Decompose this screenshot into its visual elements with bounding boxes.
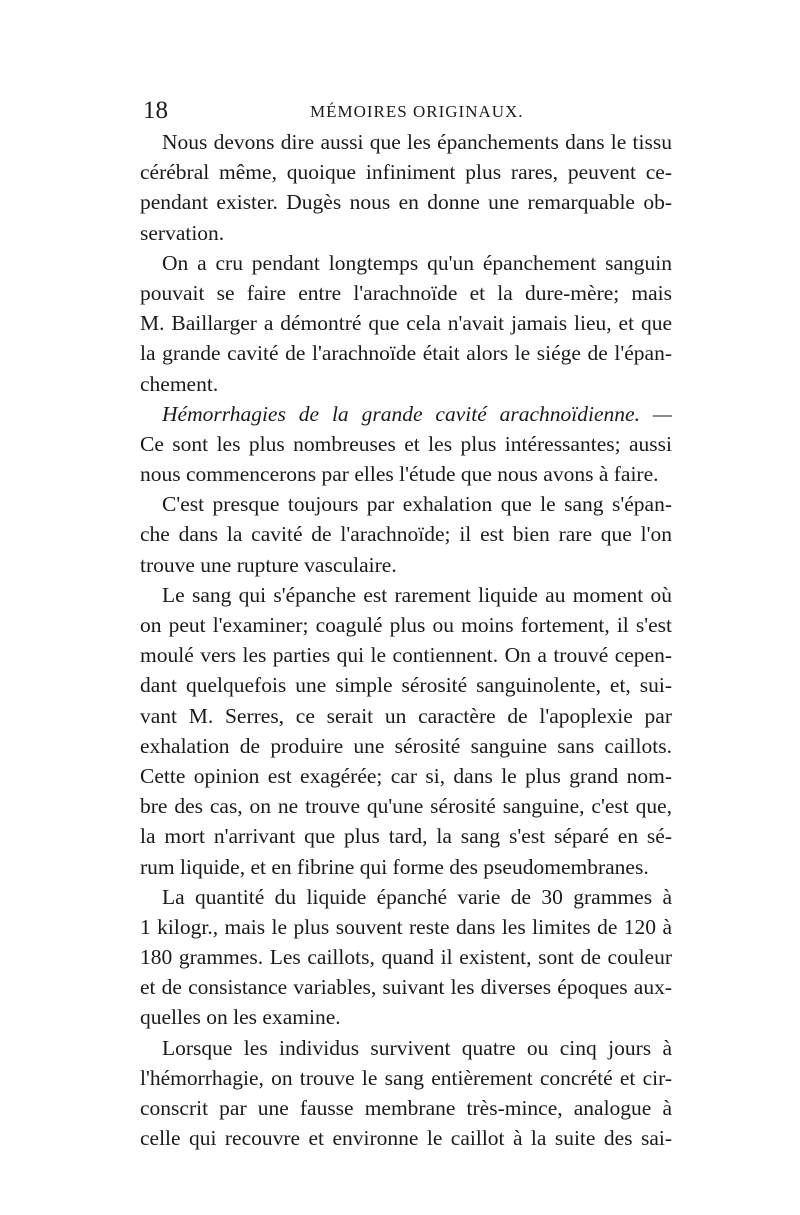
text-line: servation. bbox=[140, 220, 225, 245]
text-line: Ce sont les plus nombreuses et les plus intéressantes; aussi bbox=[140, 431, 672, 456]
text-line: vant M. Serres, ce serait un caractère de l'apoplexie par bbox=[140, 703, 672, 728]
text-line: On a cru pendant longtemps qu'un épanchement sanguin bbox=[162, 250, 672, 275]
text-line: la mort n'arrivant que plus tard, la sang s'est séparé en sé- bbox=[140, 824, 672, 849]
text-line: La quantité du liquide épanché varie de 30 grammes à bbox=[162, 884, 672, 909]
text-line: rum liquide, et en fibrine qui forme des pseudomembranes. bbox=[140, 854, 649, 879]
text-line: bre des cas, on ne trouve qu'une sérosité sanguine, c'est que, bbox=[140, 794, 672, 819]
text-line: che dans la cavité de l'arachnoïde; il est bien rare que l'on bbox=[140, 522, 672, 547]
text-line: on peut l'examiner; coagulé plus ou moins fortement, il s'est bbox=[140, 613, 672, 637]
text-line: la grande cavité de l'arachnoïde était alors le siége de l'épan- bbox=[140, 341, 672, 366]
text-line: exhalation de produire une sérosité sanguine sans caillots. bbox=[140, 733, 672, 758]
running-title: MÉMOIRES ORIGINAUX. bbox=[310, 102, 524, 121]
page-number: 18 bbox=[143, 97, 168, 124]
text-line: Cette opinion est exagérée; car si, dans le plus grand nom- bbox=[140, 763, 672, 788]
text-line: 180 grammes. Les caillots, quand il existent, sont de couleur bbox=[140, 945, 672, 970]
body-text bbox=[140, 127, 672, 1153]
text-line: moulé vers les parties qui le contiennent. On a trouvé cepen- bbox=[140, 643, 672, 668]
text-line: et de consistance variables, suivant les diverses époques aux- bbox=[140, 975, 672, 1000]
section-heading-line: Hémorrhagies de la grande cavité arachnoïdienne. — bbox=[162, 401, 672, 426]
text-line: trouve une rupture vasculaire. bbox=[140, 552, 397, 577]
text-line: quelles on les examine. bbox=[140, 1005, 341, 1030]
text-line: Lorsque les individus survivent quatre ou cinq jours à bbox=[162, 1035, 672, 1060]
text-line: nous commencerons par elles l'étude que nous avons à faire. bbox=[140, 462, 659, 487]
text-line: M. Baillarger a démontré que cela n'avait jamais lieu, et que bbox=[140, 311, 672, 336]
text-line: dant quelquefois une simple sérosité sanguinolente, et, sui- bbox=[140, 673, 672, 698]
text-line: C'est presque toujours par exhalation que le sang s'épan- bbox=[162, 492, 672, 517]
text-line: celle qui recouvre et environne le caillot à la suite des sai- bbox=[140, 1126, 672, 1151]
text-line: Le sang qui s'épanche est rarement liquide au moment où bbox=[162, 582, 672, 607]
text-line: pendant exister. Dugès nous en donne une remarquable ob- bbox=[140, 190, 672, 215]
text-line: chement. bbox=[140, 371, 219, 396]
text-line: l'hémorrhagie, on trouve le sang entièrement concrété et cir- bbox=[140, 1065, 672, 1090]
text-line: Nous devons dire aussi que les épanchements dans le tissu bbox=[162, 130, 672, 154]
text-line: cérébral même, quoique infiniment plus rares, peuvent ce- bbox=[140, 160, 672, 185]
text-line: conscrit par une fausse membrane très-mince, analogue à bbox=[140, 1096, 672, 1120]
text-line: pouvait se faire entre l'arachnoïde et la dure-mère; mais bbox=[140, 280, 672, 305]
text-line: 1 kilogr., mais le plus souvent reste dans les limites de 120 à bbox=[140, 914, 672, 939]
page-header bbox=[140, 96, 670, 126]
